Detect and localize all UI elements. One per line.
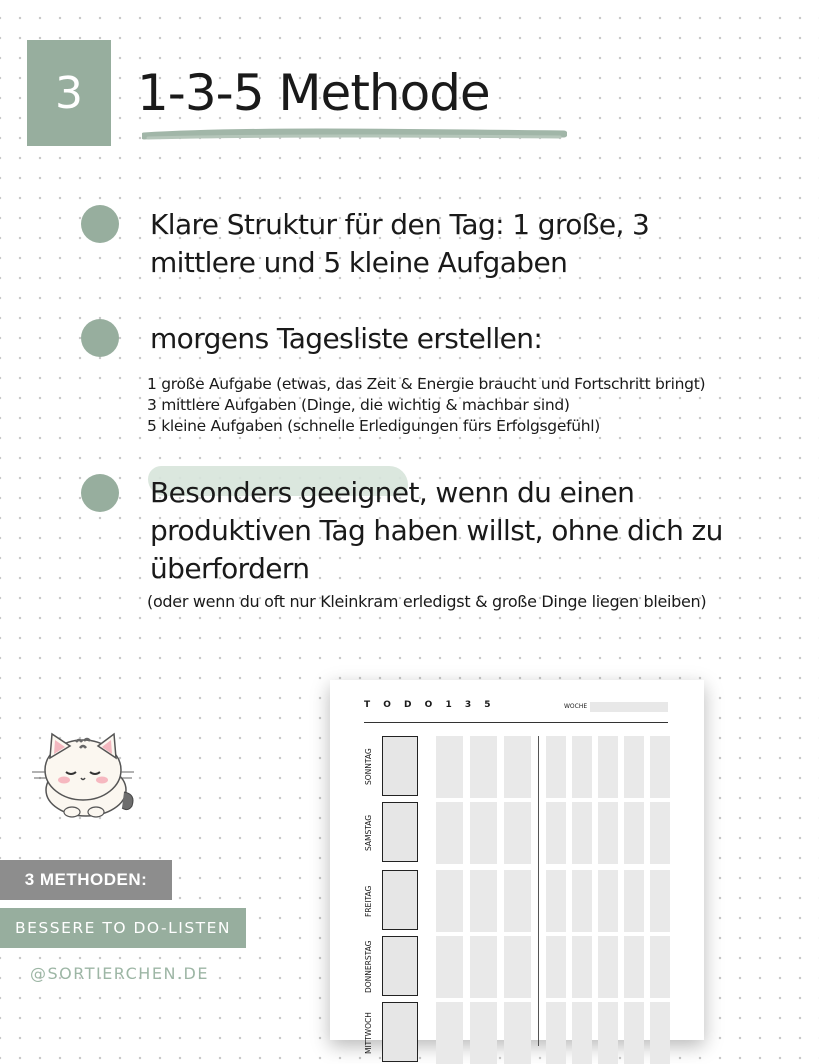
week-field [590, 702, 668, 712]
small-task-cell [650, 802, 670, 864]
medium-task-cell [436, 1002, 463, 1064]
small-task-cell [546, 870, 566, 932]
small-task-cell [650, 736, 670, 798]
medium-task-cell [470, 736, 497, 798]
medium-task-cell [436, 736, 463, 798]
small-task-cell [598, 802, 618, 864]
bullet-3-line-3: überfordern [150, 552, 310, 585]
small-task-cell [572, 1002, 592, 1064]
small-task-cell [572, 870, 592, 932]
medium-task-cell [436, 870, 463, 932]
bullet-3-line-2: produktiven Tag haben willst, ohne dich zu [150, 514, 723, 547]
day-label: FREITAG [364, 885, 373, 917]
small-task-cell [572, 736, 592, 798]
small-task-cell [624, 936, 644, 998]
medium-task-cell [470, 936, 497, 998]
small-task-cell [598, 936, 618, 998]
bullet-text-2: morgens Tagesliste erstellen: [150, 322, 543, 355]
bullet-3-line-1: Besonders geeignet, wenn du einen [150, 476, 635, 509]
bullet-dot-1 [81, 205, 119, 243]
small-task-cell [624, 870, 644, 932]
medium-task-cell [504, 936, 531, 998]
big-task-box [382, 870, 418, 930]
bullet-1-line-2: mittlere und 5 kleine Aufgaben [150, 246, 568, 279]
medium-task-cell [504, 1002, 531, 1064]
medium-task-cell [504, 870, 531, 932]
social-handle: @SORTIERCHEN.DE [30, 964, 209, 983]
day-label: DONNERSTAG [364, 940, 373, 994]
big-task-box [382, 936, 418, 996]
series-label [0, 860, 172, 900]
medium-task-cell [470, 870, 497, 932]
sub-list-item-2: 3 mittlere Aufgaben (Dinge, die wichtig & machbar sind) [147, 396, 570, 414]
small-task-cell [598, 1002, 618, 1064]
medium-task-cell [436, 802, 463, 864]
small-task-cell [546, 1002, 566, 1064]
small-task-cell [546, 802, 566, 864]
medium-task-cell [504, 736, 531, 798]
subtitle-label-text: BESSERE TO DO-LISTEN [14, 919, 232, 937]
small-task-cell [624, 1002, 644, 1064]
small-task-cell [546, 736, 566, 798]
subtitle-label [0, 908, 246, 948]
planner-divider [538, 736, 539, 1046]
sub-list-item-3: 5 kleine Aufgaben (schnelle Erledigungen fürs Erfolgsgefühl) [147, 417, 601, 435]
sub-list-item-1: 1 große Aufgabe (etwas, das Zeit & Energie braucht und Fortschritt bringt) [147, 375, 706, 393]
todo-planner-preview [330, 680, 704, 1054]
small-task-cell [650, 870, 670, 932]
big-task-box [382, 802, 418, 862]
bullet-3-note: (oder wenn du oft nur Kleinkram erledigst & große Dinge liegen bleiben) [147, 592, 707, 611]
big-task-box [382, 736, 418, 796]
section-number-box [27, 40, 111, 146]
planner-header [364, 700, 668, 723]
small-task-cell [650, 1002, 670, 1064]
small-task-cell [624, 736, 644, 798]
day-label: MITTWOCH [364, 1012, 373, 1054]
medium-task-cell [470, 1002, 497, 1064]
small-task-cell [624, 802, 644, 864]
section-number: 3 [55, 67, 83, 119]
small-task-cell [572, 936, 592, 998]
medium-task-cell [470, 802, 497, 864]
bullet-text-3 [150, 474, 790, 588]
page-title: 1-3-5 Methode [137, 64, 490, 122]
bullet-dot-3 [81, 474, 119, 512]
task-sub-list [147, 374, 705, 437]
cat-illustration [28, 728, 138, 820]
planner-heading: T O D O 1 3 5 [364, 700, 496, 710]
bullet-dot-2 [81, 319, 119, 357]
big-task-box [382, 1002, 418, 1062]
small-task-cell [572, 802, 592, 864]
bullet-text-1 [150, 206, 790, 282]
bullet-1-line-1: Klare Struktur für den Tag: 1 große, 3 [150, 208, 650, 241]
small-task-cell [650, 936, 670, 998]
week-label: WOCHE [564, 703, 588, 710]
medium-task-cell [504, 802, 531, 864]
title-underline [142, 126, 567, 142]
day-label: SONNTAG [364, 748, 373, 786]
medium-task-cell [436, 936, 463, 998]
series-label-text: 3 METHODEN: [24, 870, 148, 889]
small-task-cell [546, 936, 566, 998]
small-task-cell [598, 736, 618, 798]
small-task-cell [598, 870, 618, 932]
day-label: SAMSTAG [364, 814, 373, 852]
